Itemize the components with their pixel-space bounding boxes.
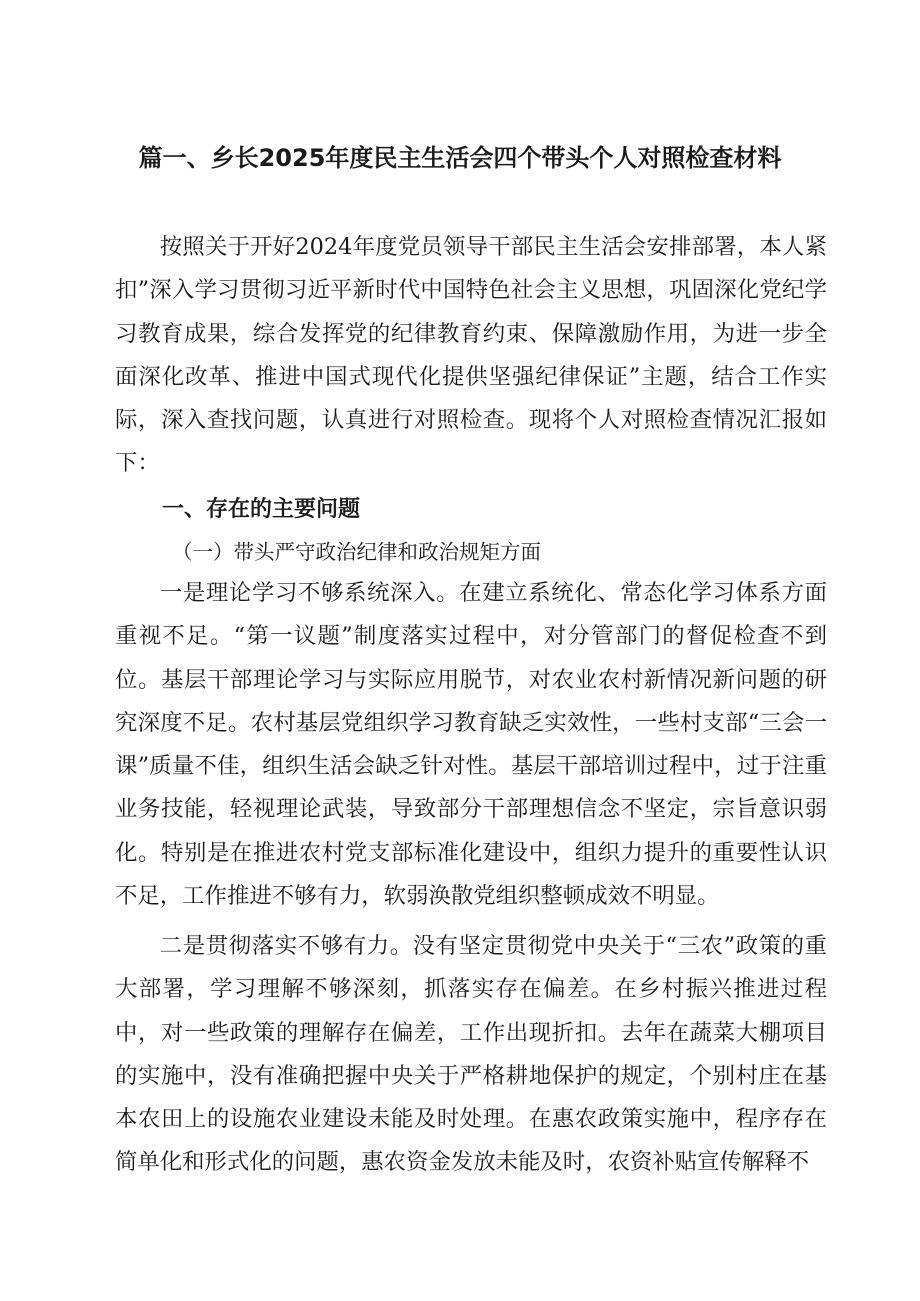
subsection-heading: （一）带头严守政治纪律和政治规矩方面 <box>172 540 541 564</box>
intro-paragraph: 按照关于开好2024年度党员领导干部民主生活会安排部署，本人紧扣”深入学习贯彻习近平新时代中国特色社会主义思想，巩固深化党纪学习教育成果，综合发挥党的纪律教育约束、保障激励作用，为进一步全面深化改革、推进中国式现代化提供坚强纪律保证”主题，结合工作实际，深入查找问题，认真进行对照检查。现将个人对照检查情况汇报如下： <box>115 234 827 477</box>
body-paragraph: 一是理论学习不够系统深入。在建立系统化、常态化学习体系方面重视不足。“第一议题”制度落实过程中，对分管部门的督促检查不到位。基层干部理论学习与实际应用脱节，对农业农村新情况新问题的研究深度不足。农村基层党组织学习教育缺乏实效性，一些村支部“三会一课”质量不佳，组织生活会缺乏针对性。基层干部培训过程中，过于注重业务技能，轻视理论武装，导致部分干部理想信念不坚定，宗旨意识弱化。特别是在推进农村党支部标准化建设中，组织力提升的重要性认识不足，工作推进不够有力，软弱涣散党组织整顿成效不明显。 <box>115 580 827 910</box>
document-title: 篇一、乡长2025年度民主生活会四个带头个人对照检查材料 <box>138 144 782 172</box>
section-heading: 一、存在的主要问题 <box>162 497 361 522</box>
body-paragraph: 二是贯彻落实不够有力。没有坚定贯彻党中央关于“三农”政策的重大部署，学习理解不够深刻，抓落实存在偏差。在乡村振兴推进过程中，对一些政策的理解存在偏差，工作出现折扣。去年在蔬菜大棚项目的实施中，没有准确把握中央关于严格耕地保护的规定，个别村庄在基本农田上的设施农业建设未能及时处理。在惠农政策实施中，程序存在简单化和形式化的问题，惠农资金发放未能及时，农资补贴宣传解释不 <box>115 933 827 1176</box>
